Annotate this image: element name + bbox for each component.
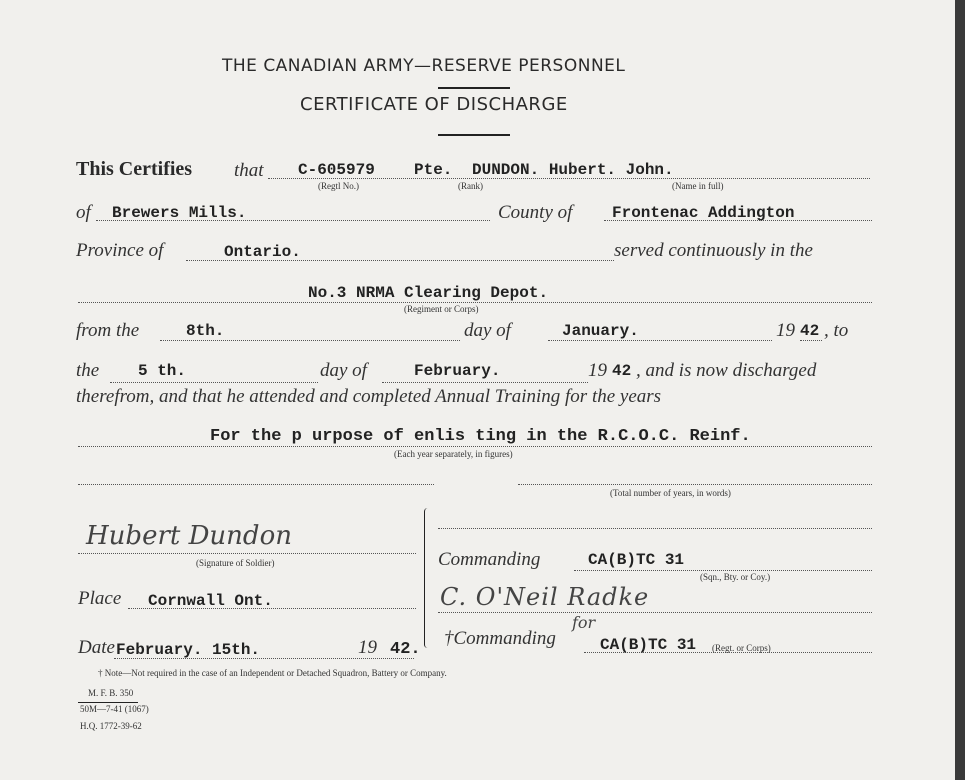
form-number: M. F. B. 350	[88, 688, 134, 698]
caption: (Name in full)	[672, 181, 724, 191]
label-from: from the	[76, 320, 140, 341]
label-date: Date	[78, 637, 115, 658]
label-that: that	[234, 160, 264, 181]
year-prefix: 19	[588, 360, 607, 381]
dotted-fill-line	[518, 484, 872, 485]
label-province: Province of	[76, 240, 164, 261]
place: Cornwall Ont.	[148, 592, 273, 610]
dotted-fill-line	[574, 570, 872, 571]
to-month: February.	[414, 362, 501, 380]
caption: (Regt. or Corps)	[712, 643, 771, 653]
year-prefix: 19	[358, 637, 377, 658]
label-commanding-regiment: †Commanding	[444, 628, 556, 649]
label-to: , to	[824, 320, 849, 341]
from-day: 8th.	[186, 322, 225, 340]
year-prefix: 19	[776, 320, 795, 341]
training-text: therefrom, and that he attended and completed Annual Training for the years	[76, 386, 662, 407]
label-day-of: day of	[320, 360, 367, 381]
caption: (Rank)	[458, 181, 483, 191]
commanding-unit: CA(B)TC 31	[588, 551, 685, 569]
to-day: 5 th.	[138, 362, 187, 380]
caption: (Total number of years, in words)	[610, 488, 731, 498]
town: Brewers Mills.	[112, 204, 247, 222]
label-discharged: , and is now discharged	[636, 360, 817, 381]
dotted-fill-line	[438, 528, 872, 529]
county: Frontenac Addington	[612, 204, 795, 222]
certifies-heading: This Certifies	[76, 158, 193, 180]
full-name: DUNDON. Hubert. John.	[472, 161, 674, 179]
to-year: 42	[612, 362, 632, 380]
rank: Pte.	[414, 161, 453, 179]
date: February. 15th.	[116, 641, 261, 659]
label-day-of: day of	[464, 320, 511, 341]
label-the: the	[76, 360, 100, 381]
divider	[78, 702, 138, 703]
hq-code: H.Q. 1772-39-62	[80, 721, 142, 731]
label-served: served continuously in the	[614, 240, 813, 261]
dotted-fill-line	[382, 382, 588, 383]
label-commanding: Commanding	[438, 549, 541, 570]
divider	[438, 134, 510, 136]
caption: (Each year separately, in figures)	[394, 449, 513, 459]
label-place: Place	[78, 588, 122, 609]
caption: (Signature of Soldier)	[196, 558, 275, 568]
province: Ontario.	[224, 243, 301, 261]
label-county: County of	[498, 202, 573, 223]
officer-signature: C. O'Neil Radke	[440, 583, 650, 611]
page-edge	[955, 0, 965, 780]
document-subtitle: CERTIFICATE OF DISCHARGE	[300, 94, 568, 115]
for-annotation: for	[572, 613, 596, 632]
dotted-fill-line	[110, 382, 318, 383]
caption: (Sqn., Bty. or Coy.)	[700, 572, 771, 582]
from-month: January.	[562, 322, 639, 340]
dotted-fill-line	[78, 484, 434, 485]
caption: (Regiment or Corps)	[404, 304, 479, 314]
brace	[424, 508, 431, 648]
regiment: No.3 NRMA Clearing Depot.	[308, 284, 549, 302]
soldier-signature: Hubert Dundon	[86, 521, 292, 551]
document-title: THE CANADIAN ARMY—RESERVE PERSONNEL	[222, 56, 626, 76]
regimental-number: C-605979	[298, 161, 375, 179]
label-of: of	[76, 202, 91, 223]
dotted-fill-line	[78, 553, 416, 554]
from-year: 42	[800, 322, 820, 340]
footnote: † Note—Not required in the case of an Independent or Detached Squadron, Battery or Company.	[98, 668, 447, 678]
commanding-regiment: CA(B)TC 31	[600, 636, 697, 654]
date-year: 42.	[390, 640, 421, 659]
dotted-fill-line	[438, 612, 872, 613]
divider	[438, 87, 510, 89]
print-code: 50M—7-41 (1067)	[80, 704, 149, 714]
caption: (Regtl No.)	[318, 181, 359, 191]
training-years: For the p urpose of enlis ting in the R.C.O.C. Reinf.	[210, 427, 751, 446]
